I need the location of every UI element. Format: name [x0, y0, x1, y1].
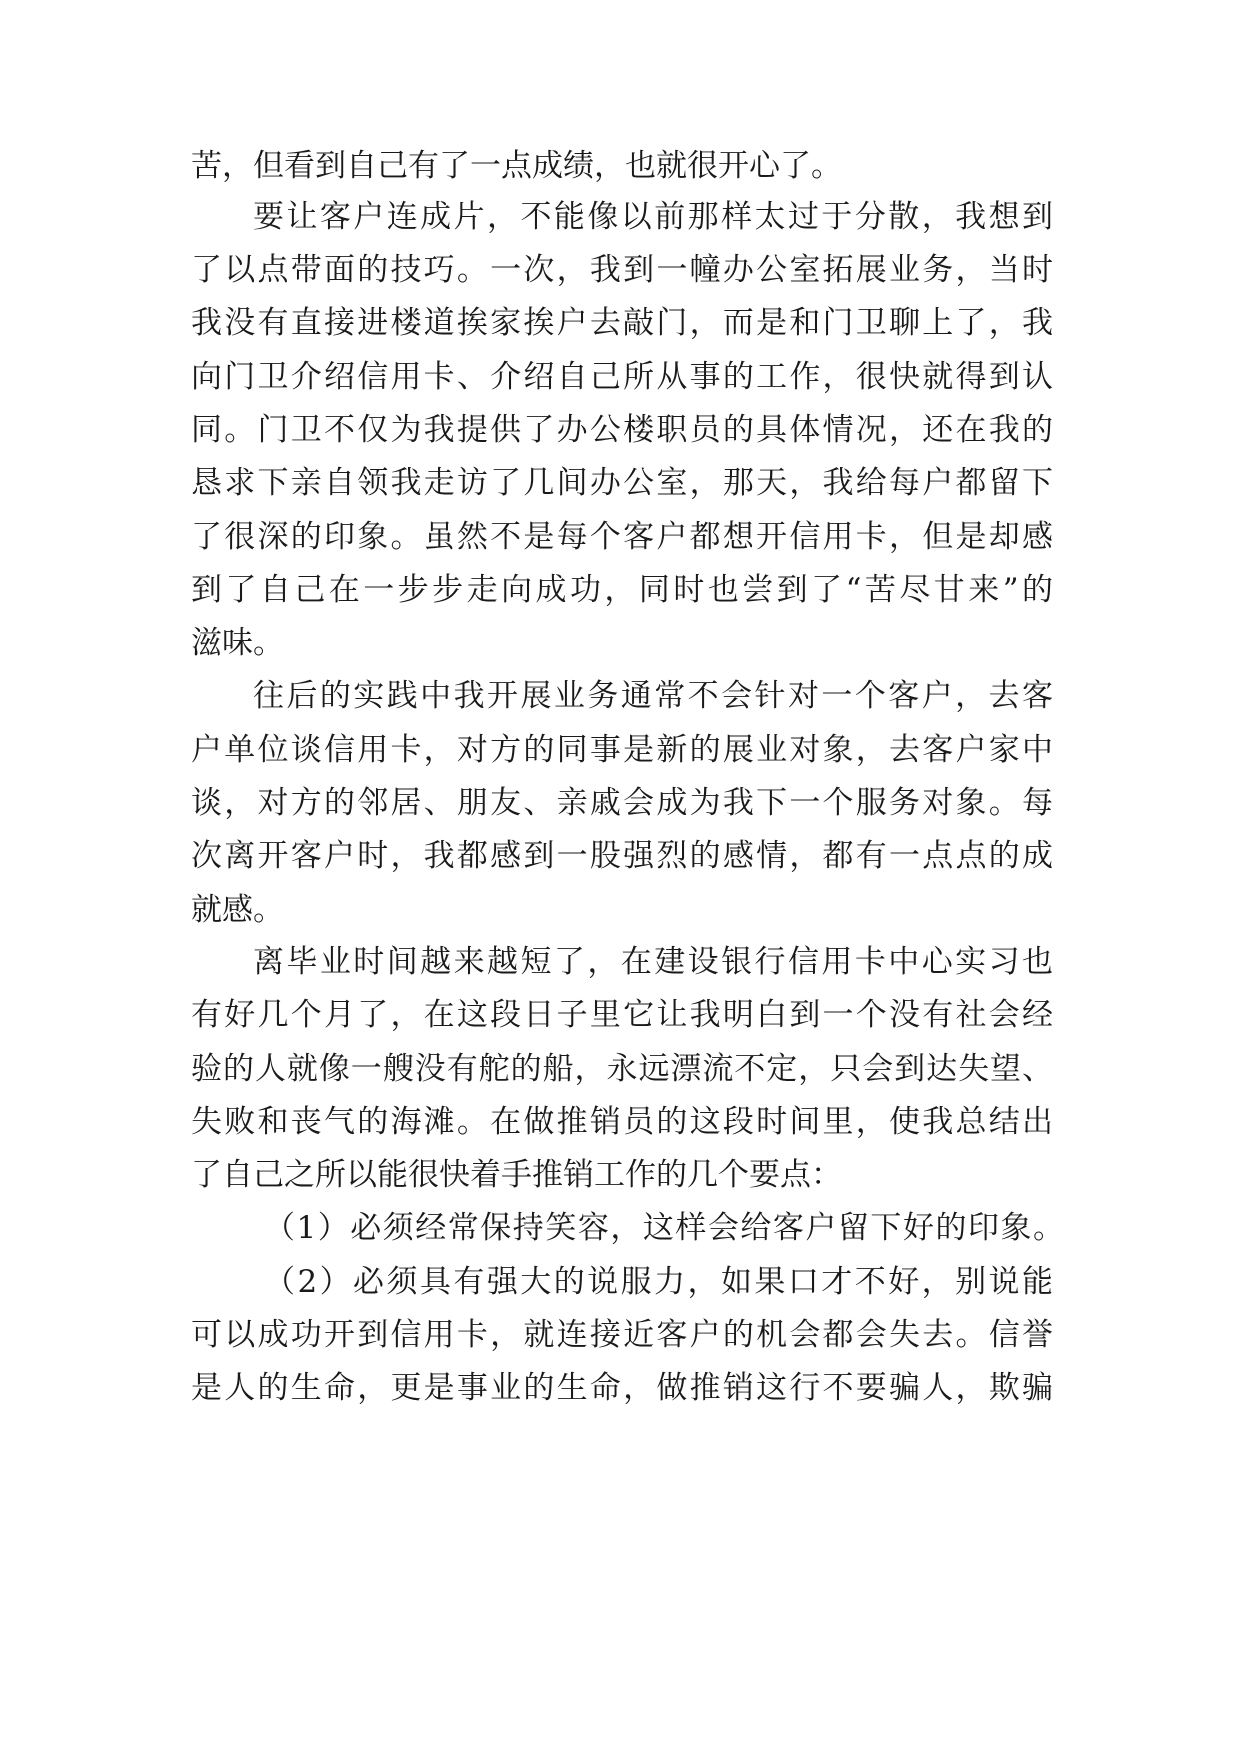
line-text: 谈，对方的邻居、朋友、亲戚会成为我下一个服务对象。每: [191, 785, 1053, 821]
line-text: 失败和丧气的海滩。在做推销员的这段时间里，使我总结出: [191, 1104, 1053, 1140]
text-line: [0, 1145, 1241, 1205]
text-line: [0, 613, 1241, 673]
text-line: [0, 666, 1241, 726]
line-text: 验的人就像一艘没有舵的船，永远漂流不定，只会到达失望、: [191, 1051, 1053, 1087]
text-line: [0, 932, 1241, 992]
line-text: 户单位谈信用卡，对方的同事是新的展业对象，去客户家中: [191, 732, 1053, 768]
line-text: （2）必须具有强大的说服力，如果口才不好，别说能: [264, 1264, 1053, 1300]
line-text: 同。门卫不仅为我提供了办公楼职员的具体情况，还在我的: [191, 412, 1053, 448]
text-line: [0, 453, 1241, 513]
line-text: 离毕业时间越来越短了，在建设银行信用卡中心实习也: [253, 944, 1053, 980]
text-line: [0, 347, 1241, 407]
line-text: 有好几个月了，在这段日子里它让我明白到一个没有社会经: [191, 997, 1053, 1033]
text-line: [0, 1092, 1241, 1152]
line-text: 向门卫介绍信用卡、介绍自己所从事的工作，很快就得到认: [191, 359, 1053, 395]
line-text: 了以点带面的技巧。一次，我到一幢办公室拓展业务，当时: [191, 252, 1053, 288]
text-line: [0, 826, 1241, 886]
line-text: 就感。: [191, 892, 284, 928]
line-text: 次离开客户时，我都感到一股强烈的感情，都有一点点的成: [191, 838, 1053, 874]
line-text: 往后的实践中我开展业务通常不会针对一个客户，去客: [253, 678, 1053, 714]
line-text: 恳求下亲自领我走访了几间办公室，那天，我给每户都留下: [191, 465, 1053, 501]
line-text: 了自己之所以能很快着手推销工作的几个要点：: [191, 1157, 842, 1193]
text-line: [0, 1252, 1241, 1312]
text-line: [0, 293, 1241, 353]
text-line: [0, 560, 1241, 620]
text-line: [0, 187, 1241, 247]
line-text: 到了自己在一步步走向成功，同时也尝到了“苦尽甘来”的: [191, 572, 1053, 608]
text-line: [0, 773, 1241, 833]
text-line: [0, 880, 1241, 940]
line-text: 要让客户连成片，不能像以前那样太过于分散，我想到: [253, 199, 1053, 235]
text-line: [0, 240, 1241, 300]
text-line: [0, 400, 1241, 460]
line-text: 我没有直接进楼道挨家挨户去敲门，而是和门卫聊上了，我: [191, 305, 1053, 341]
text-line: [0, 1198, 1241, 1258]
line-text: 了很深的印象。虽然不是每个客户都想开信用卡，但是却感: [191, 519, 1053, 555]
text-line: [0, 1305, 1241, 1365]
text-line: [0, 985, 1241, 1045]
text-line: [0, 1039, 1241, 1099]
text-line: [0, 1358, 1241, 1418]
line-text: 可以成功开到信用卡，就连接近客户的机会都会失去。信誉: [191, 1317, 1053, 1353]
line-text: （1）必须经常保持笑容，这样会给客户留下好的印象。: [264, 1210, 1064, 1246]
text-line: [0, 507, 1241, 567]
line-text: 苦，但看到自己有了一点成绩，也就很开心了。: [191, 148, 842, 184]
line-text: 是人的生命，更是事业的生命，做推销这行不要骗人，欺骗: [191, 1370, 1053, 1406]
text-line: [0, 720, 1241, 780]
line-text: 滋味。: [191, 625, 284, 661]
